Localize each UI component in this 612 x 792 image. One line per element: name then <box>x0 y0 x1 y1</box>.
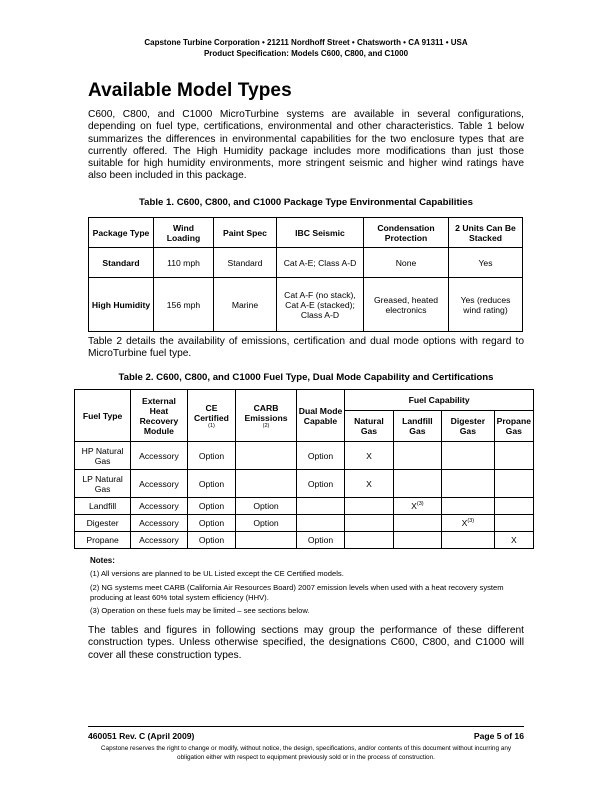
table2-cell <box>236 470 296 498</box>
table2-cell <box>494 498 533 515</box>
table-row <box>75 470 534 498</box>
table2-header-landfill: Landfill Gas <box>393 411 441 442</box>
mid-paragraph: Table 2 details the availability of emissions, certification and dual mode options with regard to MicroTurbine fuel type. <box>88 336 524 360</box>
carb-label: CARB Emissions <box>244 402 288 423</box>
table1-cell: Marine <box>214 278 277 332</box>
table2-cell: LP Natural Gas <box>75 470 131 498</box>
table1-header: Wind Loading <box>154 218 214 248</box>
table-row <box>75 515 534 532</box>
carb-footnote-ref: (2) <box>262 422 270 429</box>
table2-cell: Accessory <box>131 498 187 515</box>
table1-cell: Cat A-E; Class A-D <box>277 248 364 278</box>
table2-cell <box>393 470 441 498</box>
table2-cell: Option <box>187 498 236 515</box>
table2-cell: Option <box>296 470 345 498</box>
table1-cell: None <box>364 248 449 278</box>
footer-divider <box>88 726 524 727</box>
table2-header-ce <box>187 390 236 442</box>
table2-header-fuel-type: Fuel Type <box>75 390 131 442</box>
table2-cell: Accessory <box>131 470 187 498</box>
table2-header-fuel-capability: Fuel Capability <box>345 390 534 411</box>
table-row <box>75 442 534 470</box>
table1-cell: High Humidity <box>89 278 154 332</box>
footnote-ref: (3) <box>416 501 424 508</box>
table2-header-propane: Propane Gas <box>494 411 533 442</box>
table1-cell: 110 mph <box>154 248 214 278</box>
note-item: (1) All versions are planned to be UL Listed except the CE Certified models. <box>90 569 344 578</box>
table2-cell <box>442 442 495 470</box>
table2-header-carb <box>236 390 296 442</box>
table2-cell: X <box>494 532 533 549</box>
table1-cell: Greased, heated electronics <box>364 278 449 332</box>
table1 <box>88 217 523 332</box>
table2-cell <box>442 470 495 498</box>
table2-cell <box>494 470 533 498</box>
table1-cell: 156 mph <box>154 278 214 332</box>
table2-cell: Landfill <box>75 498 131 515</box>
note-item: (2) NG systems meet CARB (California Air Resources Board) 2007 emission levels when used with a heat recovery system producing at least 60% total system efficiency (HHV). <box>90 583 504 602</box>
table2-cell: Accessory <box>131 532 187 549</box>
table1-cell: Yes <box>449 248 523 278</box>
header-address: Capstone Turbine Corporation • 21211 Nordhoff Street • Chatsworth • CA 91311 • USA <box>144 38 468 47</box>
table-row <box>89 278 523 332</box>
table1-header: IBC Seismic <box>277 218 364 248</box>
table2-cell <box>442 515 495 532</box>
table2-cell: Digester <box>75 515 131 532</box>
ce-label: CE Certified <box>194 402 229 423</box>
table2-cell <box>296 515 345 532</box>
table2-cell: Accessory <box>131 442 187 470</box>
footnote-ref: (3) <box>467 518 475 525</box>
table2-cell <box>345 498 393 515</box>
header-product: Product Specification: Models C600, C800, and C1000 <box>203 49 409 58</box>
table2-cell <box>393 442 441 470</box>
table2-cell: Option <box>236 515 296 532</box>
table2-cell <box>296 498 345 515</box>
table2 <box>74 389 534 549</box>
notes-heading: Notes: <box>90 556 115 565</box>
table-row <box>89 248 523 278</box>
table2-header-row <box>75 390 534 411</box>
table2-cell: Accessory <box>131 515 187 532</box>
table2-cell <box>442 532 495 549</box>
table2-cell: Option <box>296 442 345 470</box>
table-row <box>75 532 534 549</box>
page-header <box>0 37 612 59</box>
table2-header-natural: Natural Gas <box>345 411 393 442</box>
closing-paragraph: The tables and figures in following sections may group the performance of these different construction types. Unless otherwise specified, the designations C600, C800, and C1000 will cover all these construction types. <box>88 625 524 661</box>
table1-header-row <box>89 218 523 248</box>
table1-cell: Standard <box>214 248 277 278</box>
table2-cell <box>236 442 296 470</box>
table2-cell <box>393 515 441 532</box>
table2-cell <box>393 532 441 549</box>
table2-cell: X <box>345 470 393 498</box>
table2-cell <box>236 532 296 549</box>
table1-cell: Standard <box>89 248 154 278</box>
note-item: (3) Operation on these fuels may be limited – see sections below. <box>90 606 310 615</box>
table2-cell: Option <box>187 515 236 532</box>
table2-cell: Option <box>296 532 345 549</box>
footer-disclaimer: Capstone reserves the right to change or modify, without notice, the design, specifications, and/or contents of this document without incurring any obligation either with respect to equipment previously sold or in the process of construction. <box>100 745 512 761</box>
table2-cell <box>494 442 533 470</box>
table1-header: Condensation Protection <box>364 218 449 248</box>
table2-cell: Option <box>187 532 236 549</box>
table2-cell: Option <box>187 470 236 498</box>
table2-cell: Option <box>236 498 296 515</box>
cell-value: X <box>411 501 417 511</box>
table2-cell: HP Natural Gas <box>75 442 131 470</box>
table2-header-digester: Digester Gas <box>442 411 495 442</box>
table1-header: 2 Units Can Be Stacked <box>449 218 523 248</box>
table2-cell <box>345 532 393 549</box>
table2-cell <box>442 498 495 515</box>
table2-cell <box>345 515 393 532</box>
table2-header-dual: Dual Mode Capable <box>296 390 345 442</box>
intro-paragraph: C600, C800, and C1000 MicroTurbine systems are available in several configurations, depending on fuel type, certifications, environmental and other characteristics. Table 1 below summarizes the differences in environmental capabilities for the two enclosure types that are currently offered. The High Humidity package includes more modifications than just those suitable for high humidity environments, more stringent seismic and higher wind ratings have also been included in this package. <box>88 109 524 182</box>
section-title: Available Model Types <box>88 80 292 101</box>
table1-cell: Cat A-F (no stack), Cat A-E (stacked); Class A-D <box>277 278 364 332</box>
footer-page-number: Page 5 of 16 <box>473 731 524 741</box>
table2-cell: Option <box>187 442 236 470</box>
table2-header-ext-heat: External Heat Recovery Module <box>131 390 187 442</box>
table-row <box>75 498 534 515</box>
cell-value: X <box>461 518 468 528</box>
ce-footnote-ref: (1) <box>208 422 215 429</box>
table1-cell: Yes (reduces wind rating) <box>449 278 523 332</box>
table2-cell <box>494 515 533 532</box>
table2-caption: Table 2. C600, C800, and C1000 Fuel Type, Dual Mode Capability and Certifications <box>118 372 494 383</box>
table1-caption: Table 1. C600, C800, and C1000 Package Type Environmental Capabilities <box>139 197 473 208</box>
table2-cell: X <box>345 442 393 470</box>
table1-header: Package Type <box>89 218 154 248</box>
table2-cell <box>393 498 441 515</box>
footer-doc-id: 460051 Rev. C (April 2009) <box>88 731 195 741</box>
table2-cell: Propane <box>75 532 131 549</box>
table1-header: Paint Spec <box>214 218 277 248</box>
